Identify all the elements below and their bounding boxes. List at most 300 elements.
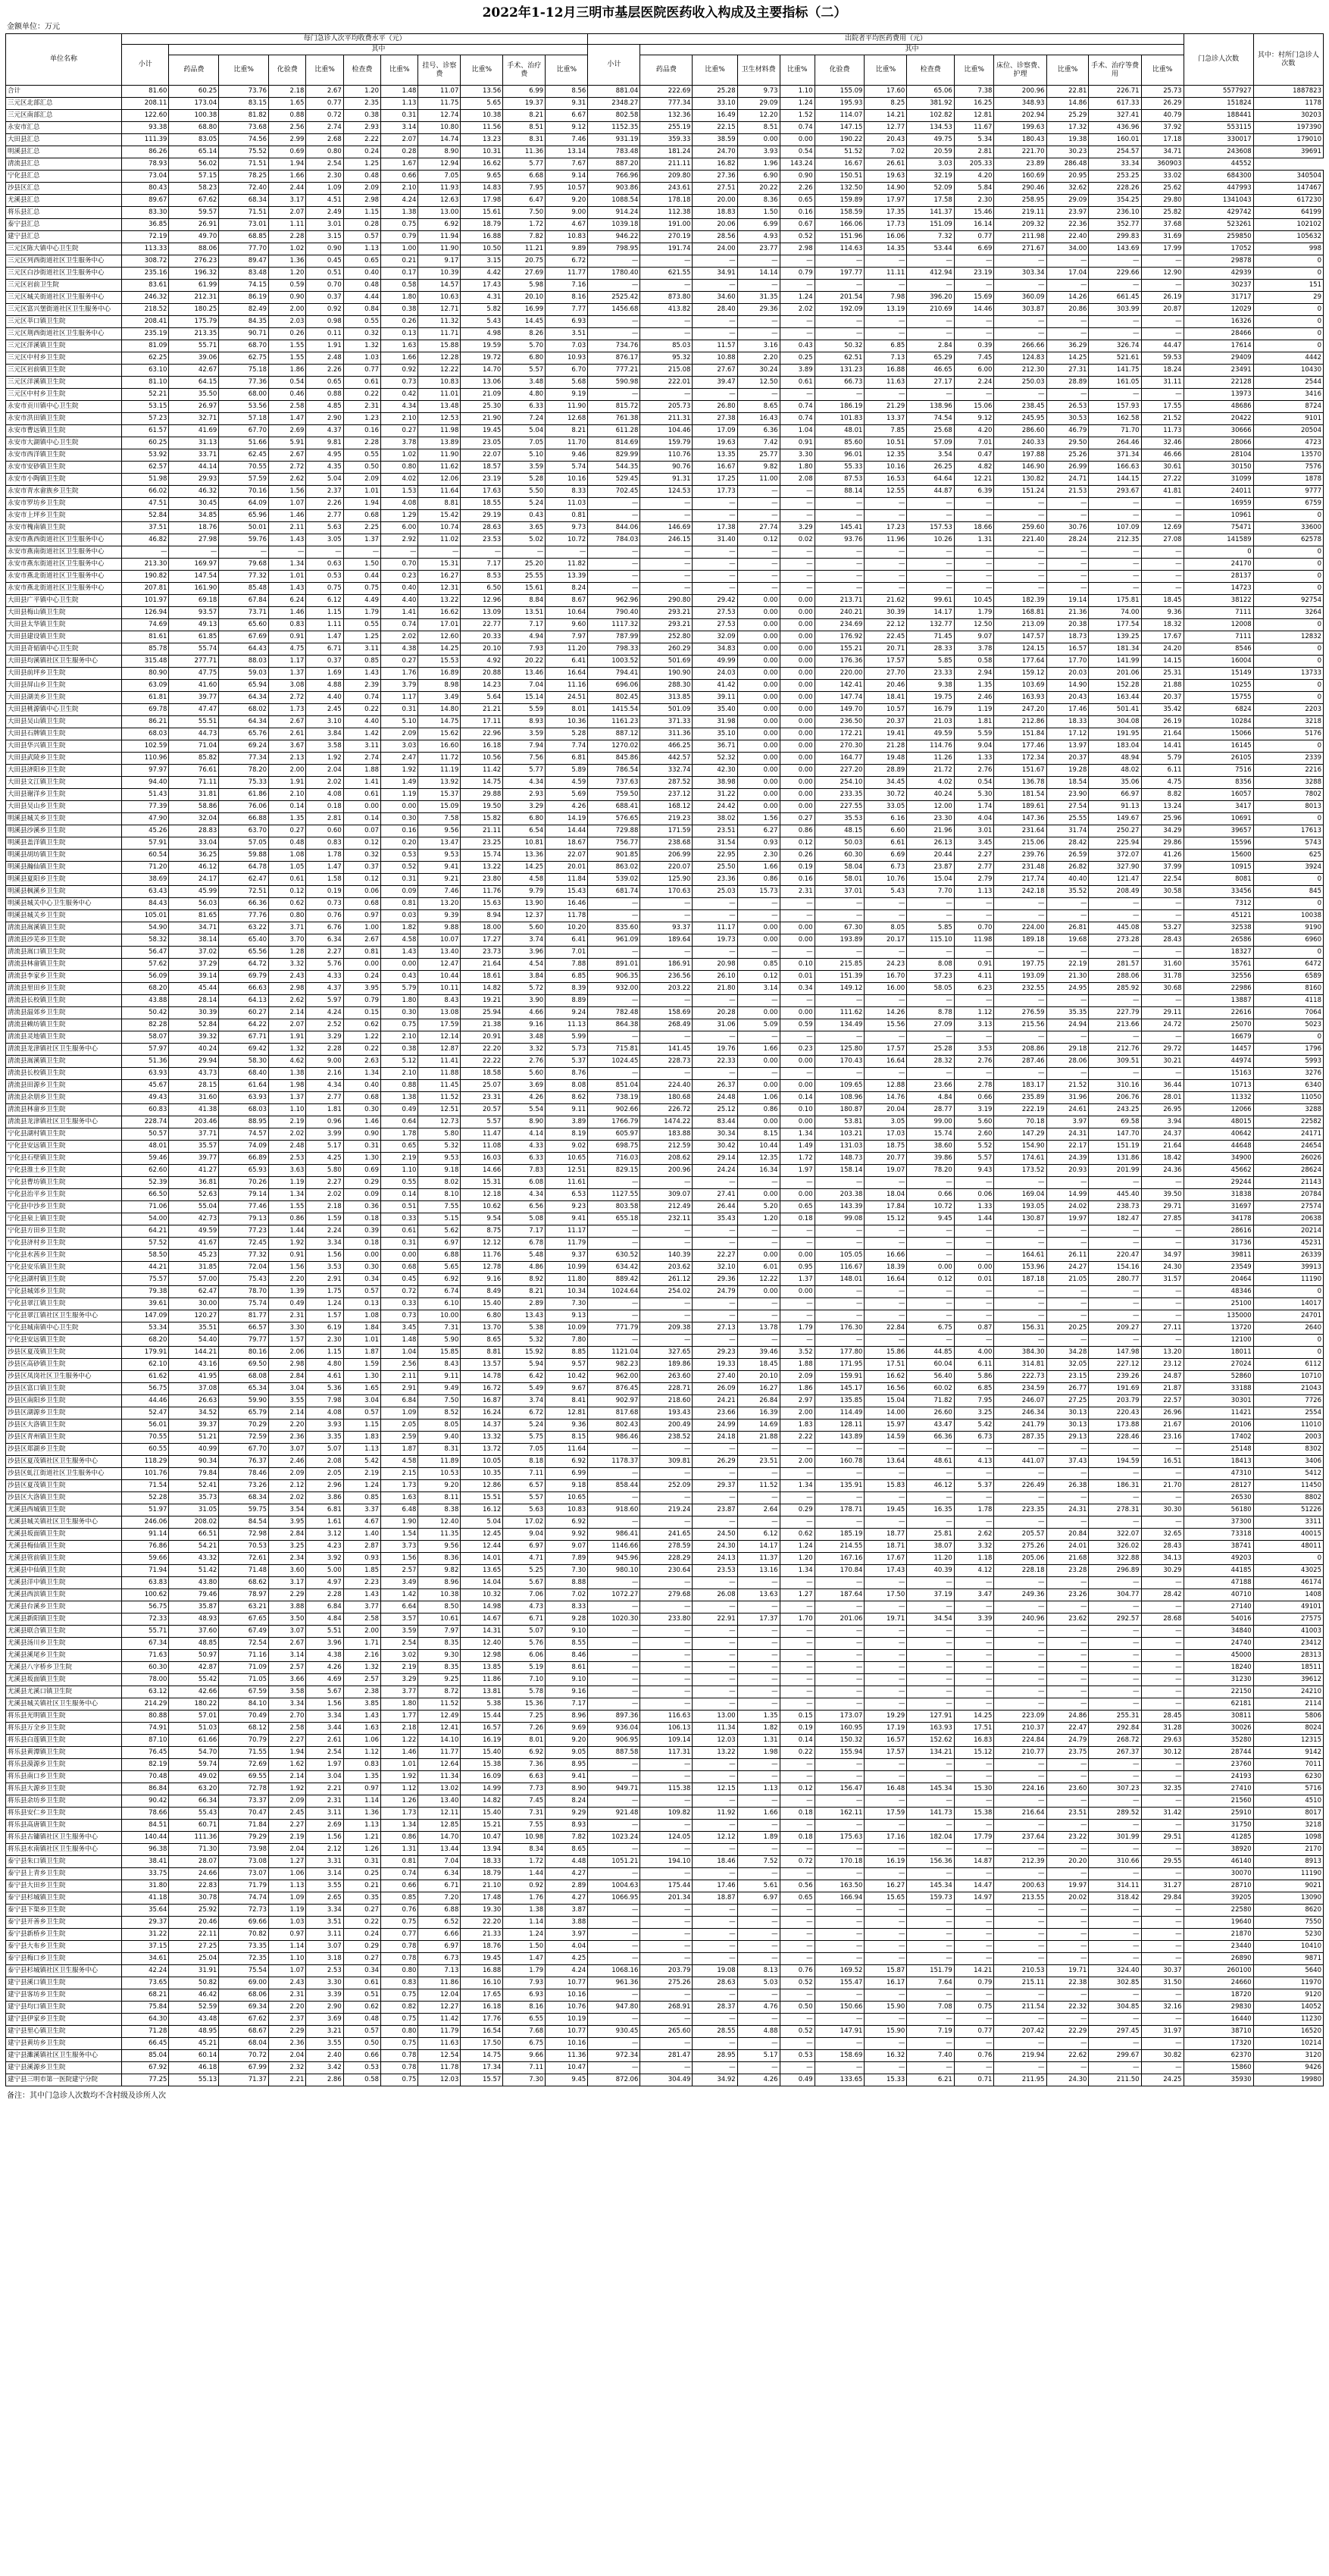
value-cell: 4.34 <box>503 1189 546 1201</box>
value-cell: — <box>1141 1068 1184 1080</box>
value-cell: 24.66 <box>169 1868 219 1880</box>
value-cell: 58.50 <box>121 1250 169 1262</box>
value-cell: 2114 <box>1253 1698 1323 1711</box>
value-cell: 17.50 <box>461 2038 503 2050</box>
value-cell: 1.66 <box>269 171 306 183</box>
value-cell: 0.85 <box>343 656 380 668</box>
value-cell: 21.29 <box>865 401 907 413</box>
value-cell: 17.18 <box>1141 134 1184 146</box>
value-cell: 30666 <box>1184 425 1253 437</box>
value-cell: — <box>865 995 907 1007</box>
unit-name-cell: 尤溪县西滨镇卫生院 <box>6 1589 122 1601</box>
value-cell: 14.87 <box>954 1856 994 1868</box>
value-cell: 1.48 <box>381 1335 418 1347</box>
value-cell: 12.20 <box>737 110 780 122</box>
value-cell: 26.63 <box>169 1395 219 1407</box>
value-cell: 9.73 <box>546 522 588 534</box>
value-cell: — <box>954 1468 994 1480</box>
value-cell: 16.27 <box>418 571 461 583</box>
value-cell: 1.73 <box>381 1808 418 1820</box>
unit-name-cell: 明溪县夏阳乡卫生院 <box>6 874 122 886</box>
value-cell: 220.00 <box>815 668 865 680</box>
value-cell: 70.49 <box>219 1711 269 1723</box>
value-cell: 21.38 <box>461 1019 503 1031</box>
value-cell: 2.08 <box>780 474 815 486</box>
unit-name-cell: 清流县李家乡卫生院 <box>6 971 122 983</box>
value-cell: 176.30 <box>815 1322 865 1335</box>
value-cell: 1.63 <box>381 340 418 352</box>
unit-name-cell: 清流县林畲乡卫生院 <box>6 1104 122 1116</box>
value-cell: 8.25 <box>865 98 907 110</box>
unit-name-cell: 建宁县伊家乡卫生院 <box>6 2014 122 2026</box>
value-cell: — <box>1046 1638 1089 1650</box>
value-cell: — <box>640 546 693 559</box>
value-cell: 68.03 <box>219 1104 269 1116</box>
value-cell: 9.16 <box>546 1686 588 1698</box>
value-cell: 7.04 <box>503 680 546 692</box>
value-cell: 173.88 <box>1089 1419 1141 1432</box>
value-cell: 9.60 <box>546 619 588 631</box>
value-cell: 0.52 <box>780 2026 815 2038</box>
value-cell: 68.85 <box>219 231 269 243</box>
value-cell: 70.26 <box>219 1177 269 1189</box>
value-cell: 851.04 <box>588 1080 640 1092</box>
value-cell: 7.17 <box>546 1698 588 1711</box>
value-cell: 7550 <box>1253 1917 1323 1929</box>
value-cell: 211.50 <box>1089 2074 1141 2086</box>
value-cell: 14.21 <box>954 1965 994 1977</box>
value-cell: 31.13 <box>169 437 219 449</box>
value-cell: 11450 <box>1253 1480 1323 1492</box>
value-cell: — <box>693 1444 737 1456</box>
value-cell: 442.57 <box>640 753 693 765</box>
value-cell: 253.25 <box>1089 171 1141 183</box>
value-cell: 73.71 <box>219 607 269 619</box>
value-cell: 9.07 <box>546 1541 588 1553</box>
value-cell: 2.58 <box>269 401 306 413</box>
value-cell: 2.06 <box>269 1347 306 1359</box>
value-cell: 28.37 <box>693 2002 737 2014</box>
value-cell: — <box>994 1989 1046 2002</box>
value-cell: 1.52 <box>780 110 815 122</box>
value-cell: 59.66 <box>121 1553 169 1565</box>
value-cell: 1.19 <box>269 1177 306 1189</box>
value-cell: 0.53 <box>343 2062 380 2074</box>
value-cell: 54.90 <box>121 922 169 934</box>
value-cell: — <box>815 1468 865 1480</box>
value-cell: — <box>1089 995 1141 1007</box>
value-cell: 193.89 <box>815 934 865 947</box>
value-cell: — <box>737 1905 780 1917</box>
value-cell: 12.55 <box>865 486 907 498</box>
value-cell: 19.45 <box>865 1504 907 1516</box>
value-cell: — <box>907 1844 955 1856</box>
value-cell: 906.35 <box>588 971 640 983</box>
unit-name-cell: 大田县石牌镇卫生院 <box>6 728 122 740</box>
value-cell: 8.31 <box>418 1444 461 1456</box>
value-cell: 20.01 <box>546 862 588 874</box>
value-cell: 203.46 <box>169 1116 219 1128</box>
value-cell: 54016 <box>1184 1614 1253 1626</box>
value-cell: 771.79 <box>588 1322 640 1335</box>
value-cell: 3218 <box>1253 1820 1323 1832</box>
value-cell: 0.77 <box>343 365 380 377</box>
table-row <box>6 1965 1324 1977</box>
value-cell: 37.23 <box>907 971 955 983</box>
unit-name-cell: 宁化县泉上镇卫生院 <box>6 1213 122 1225</box>
value-cell: 1.34 <box>780 1565 815 1577</box>
value-cell: — <box>737 1844 780 1856</box>
unit-name-cell: 沙县区凤岗社区卫生服务中心 <box>6 1371 122 1383</box>
value-cell: 14.17 <box>737 1541 780 1553</box>
value-cell: 268.72 <box>1089 1735 1141 1747</box>
value-cell: 8.96 <box>546 1711 588 1723</box>
value-cell: — <box>865 1492 907 1504</box>
value-cell: — <box>737 546 780 559</box>
value-cell: — <box>865 1468 907 1480</box>
value-cell: 68.67 <box>219 2026 269 2038</box>
value-cell: 0.27 <box>381 425 418 437</box>
value-cell: 22.57 <box>1141 1395 1184 1407</box>
value-cell: 1.35 <box>954 680 994 692</box>
value-cell: 46140 <box>1184 1856 1253 1868</box>
value-cell: 52.84 <box>169 1019 219 1031</box>
value-cell: 7.42 <box>737 437 780 449</box>
value-cell: 5.43 <box>461 316 503 328</box>
indicator-table <box>5 33 1324 2086</box>
value-cell: — <box>640 1662 693 1674</box>
value-cell: 40642 <box>1184 1128 1253 1141</box>
value-cell: 50.03 <box>815 837 865 850</box>
value-cell: 0.43 <box>780 340 815 352</box>
value-cell: 35.42 <box>1141 704 1184 716</box>
value-cell: 73.98 <box>219 1844 269 1856</box>
value-cell: 30.00 <box>169 1298 219 1310</box>
value-cell: 39.61 <box>121 1298 169 1310</box>
value-cell: — <box>994 2014 1046 2026</box>
value-cell: 0.75 <box>954 2002 994 2014</box>
value-cell: 155.47 <box>815 1977 865 1989</box>
value-cell: 8.24 <box>546 583 588 595</box>
value-cell: — <box>1089 1626 1141 1638</box>
value-cell: 76.45 <box>121 1747 169 1759</box>
value-cell: 67.62 <box>219 2014 269 2026</box>
unit-name-cell: 清流县赖坊镇卫生院 <box>6 1019 122 1031</box>
value-cell: 246.32 <box>121 292 169 304</box>
value-cell: 315.48 <box>121 656 169 668</box>
value-cell: 189.64 <box>640 934 693 947</box>
value-cell: 13.78 <box>737 1322 780 1335</box>
value-cell: 6.90 <box>737 171 780 183</box>
value-cell: 1.48 <box>381 86 418 98</box>
value-cell: — <box>815 995 865 1007</box>
value-cell: 0.00 <box>780 704 815 716</box>
value-cell: 3.05 <box>865 1116 907 1128</box>
value-cell: 4.31 <box>461 292 503 304</box>
value-cell: 0.09 <box>343 1189 380 1201</box>
value-cell: 14.25 <box>1046 352 1089 365</box>
value-cell: — <box>815 1238 865 1250</box>
value-cell: 8.76 <box>546 1068 588 1080</box>
value-cell: 1146.66 <box>588 1541 640 1553</box>
value-cell: 151.67 <box>994 765 1046 777</box>
value-cell: 4.86 <box>503 1262 546 1274</box>
value-cell: — <box>693 1468 737 1480</box>
value-cell: 21.52 <box>1141 413 1184 425</box>
value-cell: 887.12 <box>588 728 640 740</box>
value-cell: 227.20 <box>815 765 865 777</box>
value-cell: 0.12 <box>907 1274 955 1286</box>
value-cell: 65.79 <box>219 1407 269 1419</box>
value-cell: 360903 <box>1141 158 1184 171</box>
value-cell: 31.69 <box>1141 231 1184 243</box>
value-cell: 0.76 <box>954 2050 994 2062</box>
value-cell: 103.69 <box>994 680 1046 692</box>
value-cell: — <box>1046 1989 1089 2002</box>
value-cell: 243.61 <box>640 183 693 195</box>
table-row <box>6 1723 1324 1735</box>
header-outpatient-visits: 门急诊人次数 <box>1184 34 1253 86</box>
value-cell: 68.80 <box>169 122 219 134</box>
value-cell: 172.21 <box>815 728 865 740</box>
value-cell: 0.29 <box>343 1941 380 1953</box>
value-cell: 22.07 <box>546 850 588 862</box>
table-row <box>6 280 1324 292</box>
value-cell: 1051.21 <box>588 1856 640 1868</box>
value-cell: 26530 <box>1184 1492 1253 1504</box>
value-cell: 1.43 <box>269 583 306 595</box>
value-cell: 21.33 <box>461 1929 503 1941</box>
value-cell: 9.31 <box>546 98 588 110</box>
value-cell: 5640 <box>1253 1965 1323 1977</box>
value-cell: 3.51 <box>306 1917 343 1929</box>
value-cell: 48.61 <box>907 1456 955 1468</box>
value-cell: 88.03 <box>219 656 269 668</box>
value-cell: 169.97 <box>169 559 219 571</box>
value-cell: 1.92 <box>269 1238 306 1250</box>
value-cell: 845.86 <box>588 753 640 765</box>
value-cell: 235.19 <box>121 328 169 340</box>
value-cell: 4.14 <box>503 1128 546 1141</box>
value-cell: 0.68 <box>343 898 380 910</box>
value-cell: 28466 <box>1184 328 1253 340</box>
value-cell: 20.43 <box>1046 692 1089 704</box>
value-cell: 20.46 <box>169 1917 219 1929</box>
value-cell: 4.97 <box>306 1577 343 1589</box>
value-cell: 11.64 <box>418 486 461 498</box>
value-cell: 19.29 <box>865 1711 907 1723</box>
value-cell: — <box>640 1844 693 1856</box>
table-row <box>6 268 1324 280</box>
unit-name-cell: 三元区富兴堡街道社区卫生服务中心 <box>6 304 122 316</box>
value-cell: 9871 <box>1253 1953 1323 1965</box>
value-cell: 15.40 <box>461 1747 503 1759</box>
value-cell: 2.04 <box>269 2050 306 2062</box>
value-cell: 11.03 <box>546 498 588 510</box>
unit-name-cell: 尤溪县西城镇卫生院 <box>6 1504 122 1516</box>
value-cell: 22.17 <box>1046 1141 1089 1153</box>
value-cell: 5.67 <box>503 1577 546 1589</box>
value-cell: 11.47 <box>461 1128 503 1141</box>
value-cell: 22.96 <box>461 728 503 740</box>
value-cell: 5.37 <box>954 1480 994 1492</box>
value-cell: 19.28 <box>1046 765 1089 777</box>
value-cell: 238.73 <box>1089 1201 1141 1213</box>
value-cell: 936.04 <box>588 1723 640 1735</box>
value-cell: 815.72 <box>588 401 640 413</box>
value-cell: 27.11 <box>1141 1322 1184 1335</box>
value-cell: 887.20 <box>588 158 640 171</box>
value-cell: 58.30 <box>219 1056 269 1068</box>
value-cell: 529.45 <box>588 474 640 486</box>
value-cell: 7802 <box>1253 789 1323 801</box>
table-row <box>6 559 1324 571</box>
value-cell: 16.64 <box>865 1274 907 1286</box>
unit-name-cell: 将乐县高唐镇卫生院 <box>6 1820 122 1832</box>
value-cell: 15.40 <box>461 1298 503 1310</box>
value-cell: 1.34 <box>780 1128 815 1141</box>
value-cell: 8.33 <box>546 486 588 498</box>
value-cell: 208.11 <box>121 98 169 110</box>
value-cell: 2.63 <box>343 1056 380 1068</box>
value-cell: 10.32 <box>461 1589 503 1601</box>
value-cell: 6.75 <box>907 1322 955 1335</box>
value-cell: 998 <box>1253 243 1323 255</box>
value-cell: — <box>693 2038 737 2050</box>
value-cell: 2.08 <box>306 1456 343 1468</box>
value-cell: 1004.63 <box>588 1880 640 1892</box>
value-cell: 8.53 <box>461 571 503 583</box>
value-cell: 36.81 <box>169 1177 219 1189</box>
value-cell: — <box>907 1759 955 1771</box>
value-cell: — <box>815 510 865 522</box>
value-cell: 1039.18 <box>588 219 640 231</box>
value-cell: 0.57 <box>343 2026 380 2038</box>
header-ip-material-ratio: 比重% <box>780 55 815 86</box>
value-cell: 3.42 <box>306 2062 343 2074</box>
value-cell: 69.66 <box>219 1917 269 1929</box>
value-cell: 1.01 <box>343 486 380 498</box>
value-cell: — <box>737 1868 780 1880</box>
value-cell: 304.77 <box>1089 1589 1141 1601</box>
value-cell: 6.34 <box>418 1868 461 1880</box>
value-cell: 63.20 <box>169 1783 219 1795</box>
value-cell: 99.08 <box>815 1213 865 1225</box>
value-cell: — <box>1141 1917 1184 1929</box>
value-cell: 41.95 <box>169 1371 219 1383</box>
table-row <box>6 2014 1324 2026</box>
value-cell: 0.00 <box>737 668 780 680</box>
value-cell: 11.94 <box>418 231 461 243</box>
value-cell: 3.74 <box>503 1395 546 1407</box>
value-cell: 27410 <box>1184 1783 1253 1795</box>
value-cell: 8802 <box>1253 1492 1323 1504</box>
value-cell: 20214 <box>1253 1225 1323 1238</box>
value-cell: 49.99 <box>693 656 737 668</box>
value-cell: 215.06 <box>994 837 1046 850</box>
value-cell: 6.75 <box>503 2038 546 2050</box>
value-cell: — <box>815 1335 865 1347</box>
value-cell: 23760 <box>1184 1759 1253 1771</box>
value-cell: 0.73 <box>381 1310 418 1322</box>
value-cell: 40.24 <box>907 789 955 801</box>
value-cell: — <box>1089 328 1141 340</box>
value-cell: 0.12 <box>737 534 780 546</box>
value-cell: 0.61 <box>780 377 815 389</box>
value-cell: 26.10 <box>693 971 737 983</box>
value-cell: 0.22 <box>343 704 380 716</box>
value-cell: 18.73 <box>1046 631 1089 643</box>
value-cell: — <box>588 1941 640 1953</box>
value-cell: — <box>907 1068 955 1080</box>
table-row <box>6 850 1324 862</box>
value-cell: 215.11 <box>994 1977 1046 1989</box>
value-cell: 72.54 <box>219 1638 269 1650</box>
table-row <box>6 1080 1324 1092</box>
value-cell: 0.07 <box>343 825 380 837</box>
value-cell: 14.82 <box>461 1795 503 1808</box>
value-cell: 6824 <box>1184 704 1253 716</box>
value-cell: 0.57 <box>343 1407 380 1419</box>
value-cell: 2.76 <box>503 1056 546 1068</box>
value-cell: 1.28 <box>269 947 306 959</box>
value-cell: — <box>640 1177 693 1189</box>
value-cell: — <box>815 498 865 510</box>
value-cell: 30.72 <box>865 789 907 801</box>
unit-name-cell: 大田县屏山乡卫生院 <box>6 680 122 692</box>
value-cell: 2.36 <box>269 1432 306 1444</box>
value-cell: 25.94 <box>461 1007 503 1019</box>
value-cell: 655.18 <box>588 1213 640 1225</box>
value-cell: 147.91 <box>815 2026 865 2038</box>
value-cell: 0.74 <box>381 619 418 631</box>
value-cell: 247.20 <box>994 704 1046 716</box>
value-cell: 1.14 <box>343 1795 380 1808</box>
value-cell: 69.55 <box>219 1771 269 1783</box>
value-cell: 93.37 <box>640 922 693 934</box>
value-cell: 0.79 <box>780 268 815 280</box>
value-cell: 2.93 <box>503 789 546 801</box>
value-cell: — <box>1089 1759 1141 1771</box>
value-cell: — <box>994 1638 1046 1650</box>
value-cell: 12.51 <box>418 1104 461 1116</box>
value-cell: 2.14 <box>269 1407 306 1419</box>
value-cell: 5.04 <box>306 474 343 486</box>
value-cell: 15.56 <box>865 1019 907 1031</box>
value-cell: 4.13 <box>954 1456 994 1468</box>
value-cell: 0.43 <box>381 971 418 983</box>
table-row <box>6 1516 1324 1529</box>
table-row <box>6 1201 1324 1213</box>
table-row <box>6 1759 1324 1771</box>
value-cell: 756.77 <box>588 837 640 850</box>
value-cell: 1.27 <box>269 1856 306 1868</box>
value-cell: 73.65 <box>121 1977 169 1989</box>
value-cell: 0.00 <box>737 619 780 631</box>
value-cell: — <box>588 1989 640 2002</box>
value-cell: 12.90 <box>1141 268 1184 280</box>
value-cell: 738.19 <box>588 1092 640 1104</box>
value-cell: 278.31 <box>1089 1504 1141 1516</box>
value-cell: 23.53 <box>461 534 503 546</box>
value-cell: 17320 <box>1184 2038 1253 2050</box>
value-cell: 19.97 <box>1046 1880 1089 1892</box>
value-cell: 1.75 <box>306 1286 343 1298</box>
table-row <box>6 1880 1324 1892</box>
value-cell: 5.74 <box>546 462 588 474</box>
value-cell: — <box>588 389 640 401</box>
value-cell: 6.73 <box>865 862 907 874</box>
